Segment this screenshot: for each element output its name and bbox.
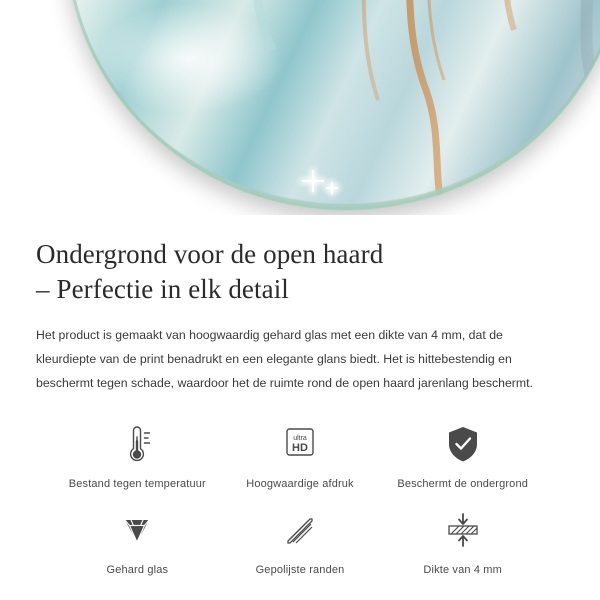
marble-veins-graphic xyxy=(66,0,600,210)
page-title-line-1: Ondergrond voor de open haard xyxy=(36,239,384,269)
feature-label: Beschermt de ondergrond xyxy=(397,478,528,490)
page-title-line-2: – Perfectie in elk detail xyxy=(36,273,289,304)
glass-plate-graphic xyxy=(66,0,600,210)
feature-label: Dikte van 4 mm xyxy=(423,564,502,576)
feature-item-surface-protection xyxy=(381,422,544,490)
feature-item-polished-edges xyxy=(219,508,382,576)
feature-item-print-quality xyxy=(219,422,382,490)
diamond-icon xyxy=(115,508,159,554)
shield-check-icon xyxy=(443,422,483,468)
feature-item-tempered-glass xyxy=(56,508,219,576)
feature-item-thickness xyxy=(381,508,544,576)
svg-text:ultra: ultra xyxy=(293,435,307,442)
thickness-4mm-icon xyxy=(439,508,487,554)
ultra-hd-icon xyxy=(278,422,322,468)
feature-label: Bestand tegen temperatuur xyxy=(68,478,206,490)
feature-grid xyxy=(36,422,564,576)
content-section xyxy=(0,215,600,576)
feature-label: Hoogwaardige afdruk xyxy=(246,478,354,490)
feature-label: Gehard glas xyxy=(106,564,169,576)
product-description: Het product is gemaakt van hoogwaardig gehard glas met een dikte van 4 mm, dat de kleurdiepte van de print benadrukt en een elegante glans biedt. Het is hittebestendig en beschermt tegen schade, waardoor het de ruimte rond de open haard jarenlang beschermt. xyxy=(36,328,533,391)
feature-item-temperature xyxy=(56,422,219,490)
hero-image xyxy=(0,0,600,215)
page-title xyxy=(36,237,564,306)
polished-edges-icon xyxy=(280,508,320,554)
svg-text:HD: HD xyxy=(292,442,308,454)
feature-label: Gepolijste randen xyxy=(255,564,345,576)
thermometer-icon xyxy=(116,422,158,468)
